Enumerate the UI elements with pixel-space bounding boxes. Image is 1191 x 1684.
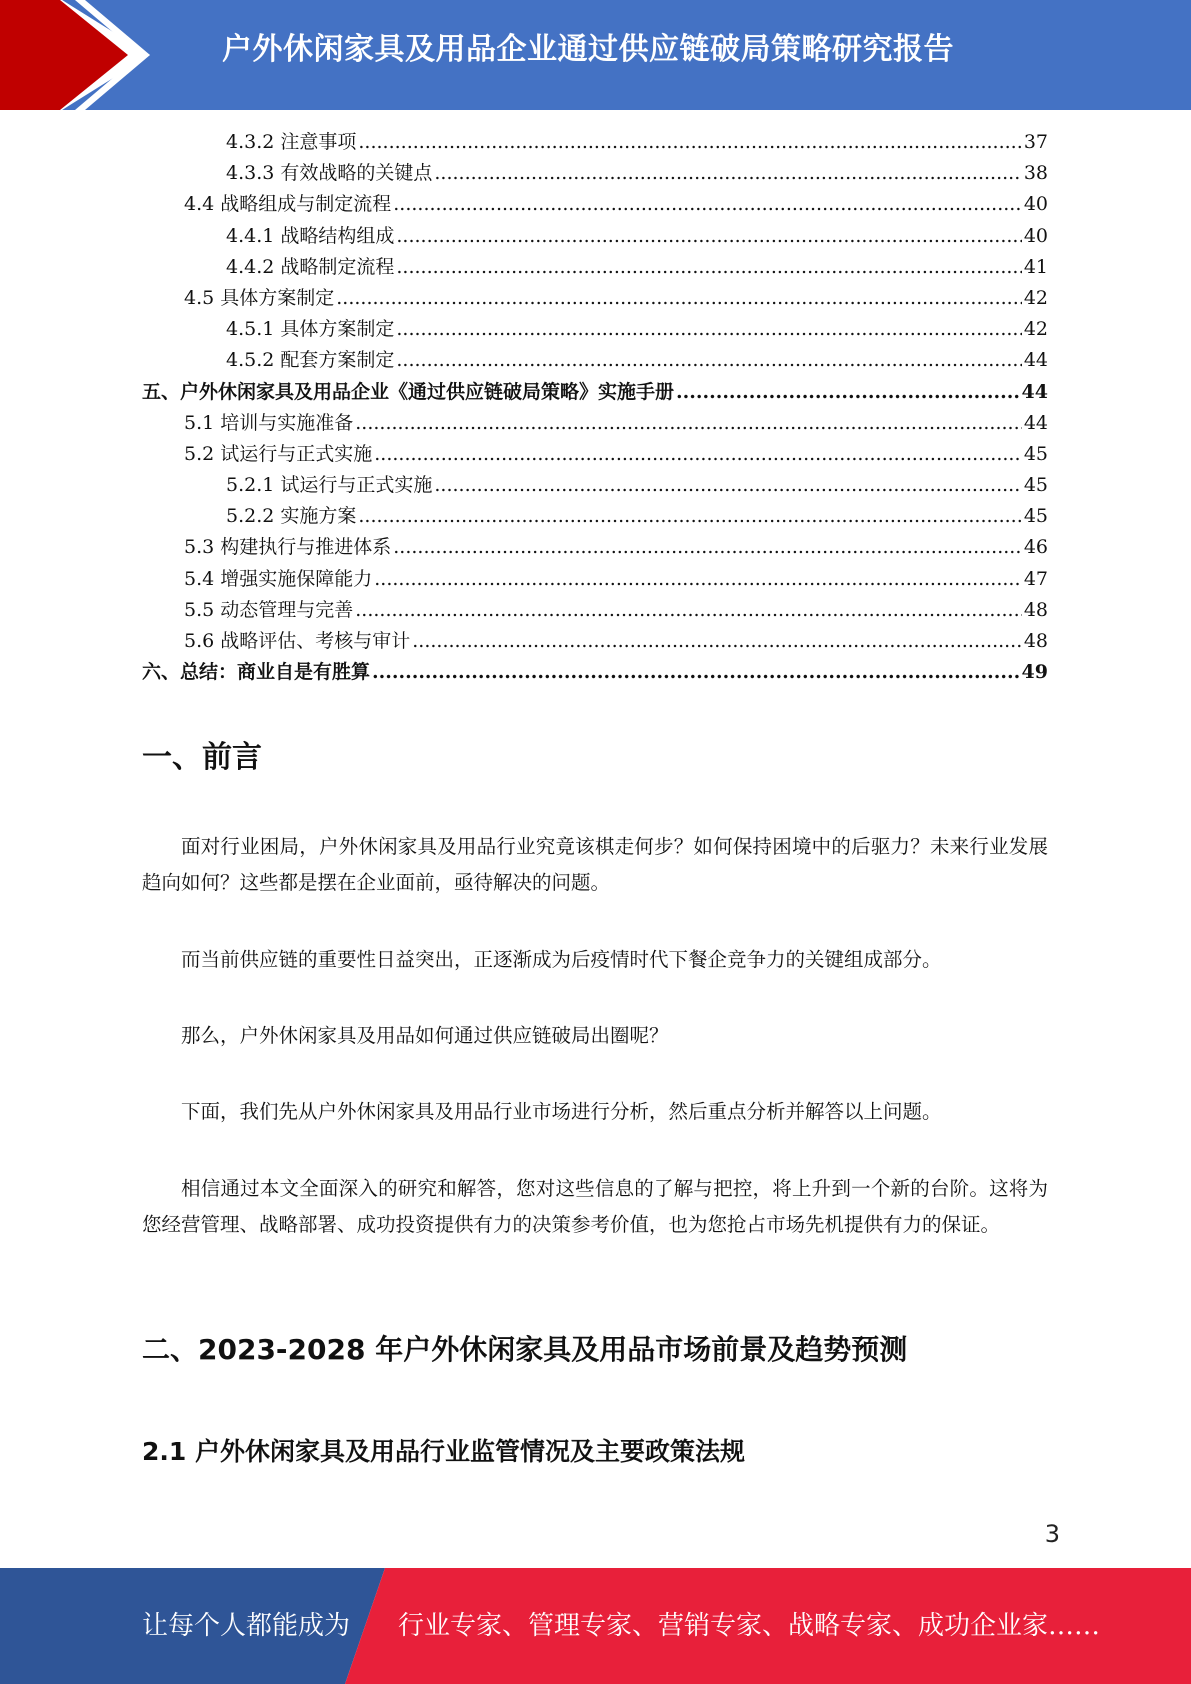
toc-entry-label: 5.2 试运行与正式实施 <box>184 442 373 465</box>
section-heading-market-outlook: 二、2023-2028 年户外休闲家具及用品市场前景及趋势预测 <box>142 1333 908 1366</box>
toc-entry[interactable] <box>142 252 1048 283</box>
subsection-heading-regulation: 2.1 户外休闲家具及用品行业监管情况及主要政策法规 <box>142 1437 745 1466</box>
toc-leader-dots <box>434 158 1021 189</box>
toc-entry-label: 4.4.1 战略结构组成 <box>226 224 395 247</box>
toc-entry-page: 37 <box>1023 131 1048 153</box>
paragraph-1: 面对行业困局，户外休闲家具及用品行业究竟该棋走何步？如何保持困境中的后驱力？未来行业发展趋向如何？这些都是摆在企业面前，亟待解决的问题。 <box>142 835 1048 894</box>
toc-leader-dots <box>393 189 1022 220</box>
toc-entry-page: 44 <box>1023 411 1048 434</box>
toc-entry-page: 48 <box>1023 630 1048 652</box>
toc-leader-dots <box>396 345 1021 376</box>
toc-entry-label: 5.5 动态管理与完善 <box>184 598 354 621</box>
toc-entry[interactable] <box>142 189 1048 220</box>
toc-entry-page: 40 <box>1023 224 1048 247</box>
toc-entry-label: 4.3.2 注意事项 <box>226 131 357 153</box>
toc-leader-dots <box>393 532 1022 563</box>
page-header <box>0 0 1191 110</box>
toc-entry-label: 5.4 增强实施保障能力 <box>184 567 373 590</box>
toc-leader-dots <box>355 408 1022 439</box>
toc-entry[interactable] <box>142 158 1048 189</box>
toc-leader-dots <box>358 501 1021 532</box>
toc-entry-page: 42 <box>1023 318 1048 341</box>
toc-leader-dots <box>434 470 1021 501</box>
paragraph-3: 那么，户外休闲家具及用品如何通过供应链破局出圈呢？ <box>181 1024 669 1047</box>
toc-entry-page: 44 <box>1023 349 1048 372</box>
toc-entry-page: 49 <box>1021 661 1048 684</box>
toc-entry-page: 46 <box>1023 536 1048 559</box>
toc-entry[interactable] <box>142 377 1048 408</box>
toc-entry-page: 45 <box>1023 474 1048 497</box>
toc-leader-dots <box>676 377 1020 408</box>
paragraph-2: 而当前供应链的重要性日益突出，正逐渐成为后疫情时代下餐企竞争力的关键组成部分。 <box>181 948 942 971</box>
toc-leader-dots <box>396 314 1021 345</box>
paragraph-5: 相信通过本文全面深入的研究和解答，您对这些信息的了解与把控，将上升到一个新的台阶。这将为您经营管理、战略部署、成功投资提供有力的决策参考价值，也为您抢占市场先机提供有力的保证。 <box>142 1177 1048 1236</box>
toc-entry-label: 4.5.2 配套方案制定 <box>226 349 395 372</box>
toc-leader-dots <box>412 626 1022 657</box>
toc-entry[interactable] <box>142 564 1048 595</box>
toc-entry-page: 42 <box>1023 286 1048 309</box>
report-title: 户外休闲家具及用品企业通过供应链破局策略研究报告 <box>222 32 954 67</box>
toc-entry[interactable] <box>142 314 1048 345</box>
toc-entry[interactable] <box>142 439 1048 470</box>
toc-entry[interactable] <box>142 657 1048 688</box>
toc-leader-dots <box>358 127 1021 158</box>
toc-entry-label: 5.6 战略评估、考核与审计 <box>184 630 411 652</box>
toc-entry-label: 六、总结：商业自是有胜算 <box>142 661 371 684</box>
footer-slogan-left: 让每个人都能成为 <box>142 1611 351 1641</box>
toc-entry-page: 38 <box>1023 162 1048 185</box>
toc-entry-page: 41 <box>1023 255 1048 278</box>
toc-entry[interactable] <box>142 470 1048 501</box>
toc-entry-label: 5.2.2 实施方案 <box>226 505 357 528</box>
toc-entry[interactable] <box>142 501 1048 532</box>
toc-entry-label: 五、户外休闲家具及用品企业《通过供应链破局策略》实施手册 <box>142 380 675 403</box>
toc-entry[interactable] <box>142 345 1048 376</box>
toc-entry-label: 5.3 构建执行与推进体系 <box>184 536 392 559</box>
toc-entry[interactable] <box>142 408 1048 439</box>
toc-entry[interactable] <box>142 283 1048 314</box>
toc-leader-dots <box>396 221 1021 252</box>
toc-entry[interactable] <box>142 532 1048 563</box>
toc-entry-page: 45 <box>1023 442 1048 465</box>
toc-entry-label: 4.5 具体方案制定 <box>184 286 335 309</box>
page-footer <box>0 1568 1191 1684</box>
section-heading-preface: 一、前言 <box>142 740 262 775</box>
toc-entry[interactable] <box>142 595 1048 626</box>
toc-leader-dots <box>374 439 1022 470</box>
toc-entry-page: 47 <box>1023 567 1048 590</box>
toc-entry-page: 44 <box>1021 380 1048 403</box>
toc-entry-label: 5.1 培训与实施准备 <box>184 411 354 434</box>
table-of-contents <box>142 127 1048 688</box>
toc-entry[interactable] <box>142 127 1048 158</box>
toc-entry-page: 48 <box>1023 598 1048 621</box>
paragraph-4: 下面，我们先从户外休闲家具及用品行业市场进行分析，然后重点分析并解答以上问题。 <box>181 1100 942 1123</box>
toc-leader-dots <box>372 657 1020 688</box>
toc-leader-dots <box>355 595 1022 626</box>
toc-entry-label: 4.4.2 战略制定流程 <box>226 255 395 278</box>
toc-entry-label: 4.4 战略组成与制定流程 <box>184 193 392 216</box>
toc-entry-page: 45 <box>1023 505 1048 528</box>
toc-entry-label: 5.2.1 试运行与正式实施 <box>226 474 433 497</box>
toc-entry-page: 40 <box>1023 193 1048 216</box>
toc-leader-dots <box>374 564 1022 595</box>
toc-leader-dots <box>396 252 1021 283</box>
toc-entry[interactable] <box>142 221 1048 252</box>
toc-leader-dots <box>336 283 1022 314</box>
toc-entry-label: 4.5.1 具体方案制定 <box>226 318 395 341</box>
toc-entry[interactable] <box>142 626 1048 657</box>
footer-slogan-right: 行业专家、管理专家、营销专家、战略专家、成功企业家…… <box>398 1611 1101 1641</box>
toc-entry-label: 4.3.3 有效战略的关键点 <box>226 162 433 185</box>
page-number: 3 <box>1044 1520 1060 1548</box>
